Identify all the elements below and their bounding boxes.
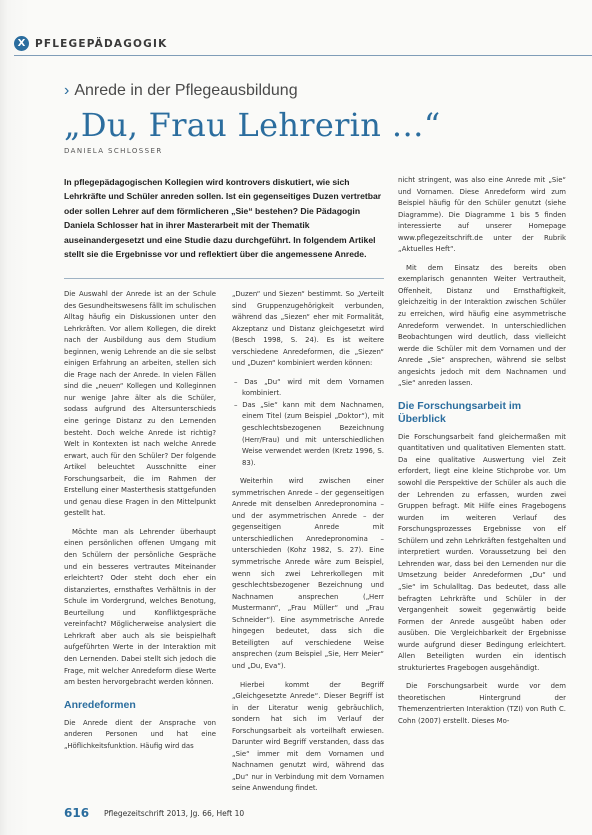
paragraph: Mit dem Einsatz des bereits oben exemplarisch genannten Weiter Vertrautheit, Offenheit, Distanz und Ernsthaftigkeit, gleichzeitig in der Interaktion zwischen Schüler zu erreichen, wird häufig eine asymmetrische Anredeform verwendet. In unterschiedlichen Beobachtungen wird deutlich, dass vielleicht werde die Schüler mit dem Vornamen und der Anrede „Sie“ ansprechen, während sie selbst angesichts jedoch mit dem Nachnamen und „Sie“ anreden lassen. [398,263,566,388]
subheading-forschungsarbeit: Die Forschungsarbeit im Überblick [398,399,522,425]
section-x-icon: X [14,36,29,51]
paragraph: Die Auswahl der Anrede ist an der Schule des Gesundheitswesens fällt im schulischen Alltag häufig ein Diskussionen unter den Lehrkräften. Vor allem Kollegen, die direkt nach der Ausbildung aus dem Studium beginnen, wenig Lehrende an die sie selbst einigen Erfahrung an arbeiten, stellen sich die Frage nach der Anrede. In vielen Fällen sind die „neuen“ Kollegen und Kolleginnen nur wenige Jahre älter als die Schüler, sodass aufgrund des Altersunterschieds eine geringe Distanz zu den Lernenden besteht. Doch welche Anrede ist richtig? Welt in Kontexten ist nach welche Anrede erwart, auch für den Schüler? Der folgende Artikel beleuchtet Ausschnitte einer Forschungsarbeit, die im Rahmen der Erstellung einer Masterthesis stattgefunden und genau diese Fragen in den Mittelpunkt gestellt hat. [64,290,216,518]
text-column-3 [398,175,566,735]
article-title: „Du, Frau Lehrerin …“ [64,106,441,144]
text-column-1 [64,289,216,759]
anrede-list [232,377,384,469]
paragraph: Die Forschungsarbeit fand gleichermaßen mit quantitativen und qualitativen Elementen statt. Da eine qualitative Auswertung viel Zeit erfordert, liegt eine kleine Stichprobe vor. Um sowohl die Perspektive der Schüler als auch die der Lehrenden zu erfassen, wurden zwei Gruppen befragt. Mit Hilfe eines Fragebogens wurden im weiteren Verlauf des Forschungsprozesses Ergebnisse von elf Schülern und zehn Lehrkräften festgehalten und interpretiert wurden. Voraussetzung bei den Lehrenden war, dass bei den Lernenden nur die Umsetzung beider Anredeformen „Du“ und „Sie“ im Schulalltag. Das bedeutet, dass alle befragten Lehrkräfte und Schüler in der Vergangenheit soweit gegenwärtig beide Formen der Anrede ausgeübt haben oder ausüben. Die Vergleichbarkeit der Ergebnisse wurde aufgrund dieser Bedingung erleichtert. Allen Beteiligten wurden ein identisch strukturiertes Fragebogen ausgehändigt. [398,432,566,672]
text-column-2 [232,289,384,802]
list-item: – Das „Sie“ kann mit dem Nachnamen, einem Titel (zum Beispiel „Doktor“), mit geschlechtsbezogenen Bezeichnung (Herr/Frau) und mit unterschiedlichen Weise verwendet werden (Kretz 1996, S. 83). [234,400,384,467]
page-number: 616 [64,806,90,820]
section-label: PFLEGEPÄDAGOGIK [35,37,168,50]
header-divider [14,55,592,56]
paragraph: Hierbei kommt der Begriff „Gleichgesetzte Anrede“. Dieser Begriff ist in der Literatur wenig gebräuchlich, sondern hat sich im Verlauf der Forschungsarbeit als vorteilhaft erwiesen. Darunter wird Begriff verstanden, dass das „Sie“ immer mit dem Vornamen und Nachnamen genutzt wird, während das „Du“ nur in Verbindung mit dem Vornamen seine Anwendung findet. [232,680,384,793]
article-kicker [64,82,298,100]
journal-citation: Pflegezeitschrift 2013, Jg. 66, Heft 10 [104,809,245,818]
article-lead: In pflegepädagogischen Kollegien wird kontrovers diskutiert, wie sich Lehrkräfte und Schüler anreden sollen. Ist ein gegenseitiges Duzen vertretbar oder sollen Lehrer auf dem förmlicheren „Sie“ bestehen? Die Pädagogin Daniela Schlosser hat in ihrer Masterarbeit mit der Thematik auseinandergesetzt und eine Studie dazu durchgeführt. In folgendem Artikel stellt sie die Ergebnisse vor und reflektiert über die angemessene Anrede. [64,177,382,260]
paragraph: „Duzen“ und Siezen“ bestimmt. So „Verteilt sind Gruppenzugehörigkeit verbunden, während das „Siezen“ eher mit Formalität, Akzeptanz und Distanz gleichgesetzt wird (Besch 1998, S. 24). Es ist weitere verschiedene Anredeformen, die „Siezen“ und „Duzen“ kombiniert werden können: [232,290,384,368]
paragraph: Weiterhin wird zwischen einer symmetrischen Anrede – der gegenseitigen Anrede mit denselben Anredepronomina – und der asymmetrischen Anrede – der gegenseitigen Anrede mit unterschiedlichen Anredepronomina – unterschieden (Kohz 1982, S. 27). Eine symmetrische Anrede wäre zum Beispiel, wenn sich zwei Lehrerkollegen mit geschlechtsbezogener Bezeichnung und Nachnamen ansprechen („Herr Mustermann“, „Frau Müller“ und „Frau Schneider“). Eine asymmetrische Anrede hingegen bedeutet, dass sich die Beteiligten auf verschiedene Weise ansprechen (zum Beispiel „Sie, Herr Meier“ und „Du, Eva“). [232,477,384,670]
article-author: DANIELA SCHLOSSER [64,147,163,155]
paragraph: Die Forschungsarbeit wurde vor dem theoretischen Hintergrund der Themenzentrierten Interaktion (TZI) von Ruth C. Cohn (2007) erstellt. Dieses Mo- [398,682,566,725]
lead-divider [64,278,384,279]
kicker-text: Anrede in der Pflegeausbildung [74,82,298,99]
paragraph: nicht stringent, was also eine Anrede mit „Sie“ und Vornamen. Diese Anredeform wird zum Beispiel häufig für den Schüler genutzt (siehe Diagramme). Die Diagramme 1 bis 5 finden interessierte auf unserer Homepage www.pflegezeitschrift.de unter der Rubrik „Aktuelles Heft“. [398,176,566,254]
chevron-right-icon: › [64,82,70,99]
paragraph: Möchte man als Lehrender überhaupt einen persönlichen offenen Umgang mit den Schülern der persönliche Gespräche und ein besseres vertrautes Miteinander erleichtert? Oder steht doch eher ein distanziertes, ernsthaftes Verhältnis in der Schule im Vordergrund, welches Benotung, Beurteilung und Konfliktgespräche vereinfacht? Möglicherweise analysiert die Lehrkraft aber auch als sie beispielhaft aufgeführten Werte in der Interaktion mit den Lernenden. Dabei stellt sich jedoch die Frage, mit welcher Anredeform diese Werte am besten hervorgebracht werden können. [64,527,216,687]
subheading-anredeformen: Anredeformen [64,698,136,711]
section-header [14,36,167,51]
paragraph: Die Anrede dient der Ansprache von anderen Personen und hat eine „Höflichkeitsfunktion. Häufig wird das [64,718,216,750]
list-item: – Das „Du“ wird mit dem Vornamen kombiniert. [234,377,384,398]
